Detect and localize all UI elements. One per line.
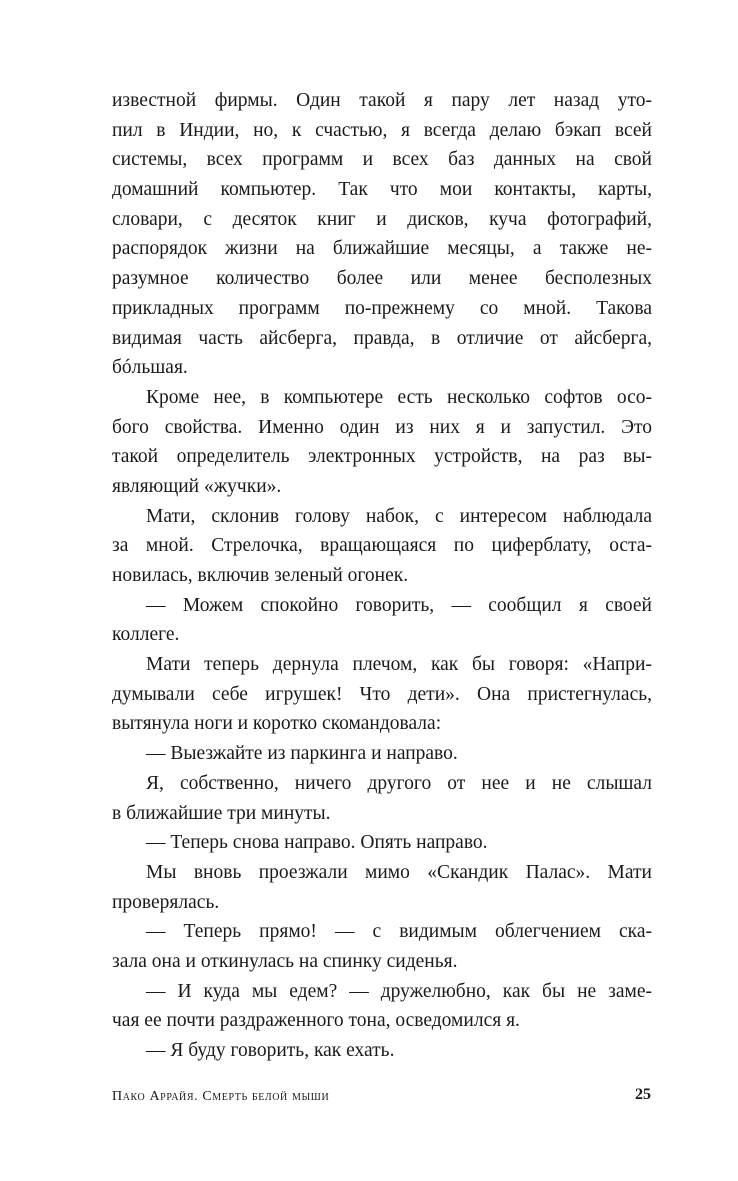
- text-line: в ближайшие три минуты.: [112, 802, 331, 824]
- text-line: — Теперь снова направо. Опять направо.: [146, 832, 488, 854]
- text-line: зала она и откинулась на спинку сиденья.: [112, 950, 458, 972]
- text-line: новилась, включив зеленый огонек.: [112, 565, 409, 586]
- running-title: Пако Аррайя. Смерть белой мыши: [112, 1089, 330, 1104]
- text-line: вытянула ноги и коротко скомандовала:: [112, 713, 442, 735]
- text-line: бóльшая.: [112, 357, 188, 379]
- text-line: пил в Индии, но, к счастью, я всегда делаю бэкап всей: [112, 119, 652, 141]
- text-line: — Выезжайте из паркинга и направо.: [146, 743, 458, 765]
- text-line: известной фирмы. Один такой я пару лет назад уто-: [112, 90, 652, 111]
- text-line: словари, с десяток книг и дисков, куча фотографий,: [112, 208, 652, 230]
- text-line: Я, собственно, ничего другого от нее и не слышал: [146, 772, 652, 794]
- body-text: [112, 86, 652, 1066]
- text-line: системы, всех программ и всех баз данных на свой: [112, 149, 652, 171]
- text-line: думывали себе игрушек! Что дети». Она пристегнулась,: [112, 683, 652, 705]
- text-line: являющий «жучки».: [112, 475, 282, 497]
- text-line: бого свойства. Именно один из них я и запустил. Это: [112, 416, 652, 438]
- text-line: — Теперь прямо! — с видимым облегчением ска-: [146, 921, 652, 943]
- text-line: — Я буду говорить, как ехать.: [146, 1040, 395, 1061]
- text-line: чая ее почти раздраженного тона, осведомился я.: [112, 1010, 520, 1032]
- text-line: прикладных программ по-прежнему со мной. Такова: [112, 297, 652, 319]
- text-line: коллеге.: [112, 624, 180, 646]
- text-line: распорядок жизни на ближайшие месяцы, а также не-: [112, 238, 652, 260]
- text-line: Кроме нее, в компьютере есть несколько софтов осо-: [146, 386, 652, 408]
- text-line: проверялась.: [112, 891, 220, 913]
- text-line: Мы вновь проезжали мимо «Скандик Палас». Мати: [146, 861, 652, 883]
- page-number: 25: [635, 1086, 651, 1103]
- text-line: Мати теперь дернула плечом, как бы говоря: «Напри-: [146, 654, 652, 676]
- text-line: домашний компьютер. Так что мои контакты, карты,: [112, 179, 652, 201]
- text-line: видимая часть айсберга, правда, в отличие от айсберга,: [112, 327, 652, 349]
- text-line: — Можем спокойно говорить, — сообщил я своей: [146, 594, 652, 616]
- text-line: — И куда мы едем? — дружелюбно, как бы не заме-: [146, 980, 652, 1002]
- text-line: такой определитель электронных устройств, на раз вы-: [112, 446, 652, 468]
- text-line: разумное количество более или менее бесполезных: [112, 268, 652, 290]
- text-line: за мной. Стрелочка, вращающаяся по циферблату, оста-: [112, 535, 652, 557]
- text-line: Мати, склонив голову набок, с интересом наблюдала: [146, 505, 652, 527]
